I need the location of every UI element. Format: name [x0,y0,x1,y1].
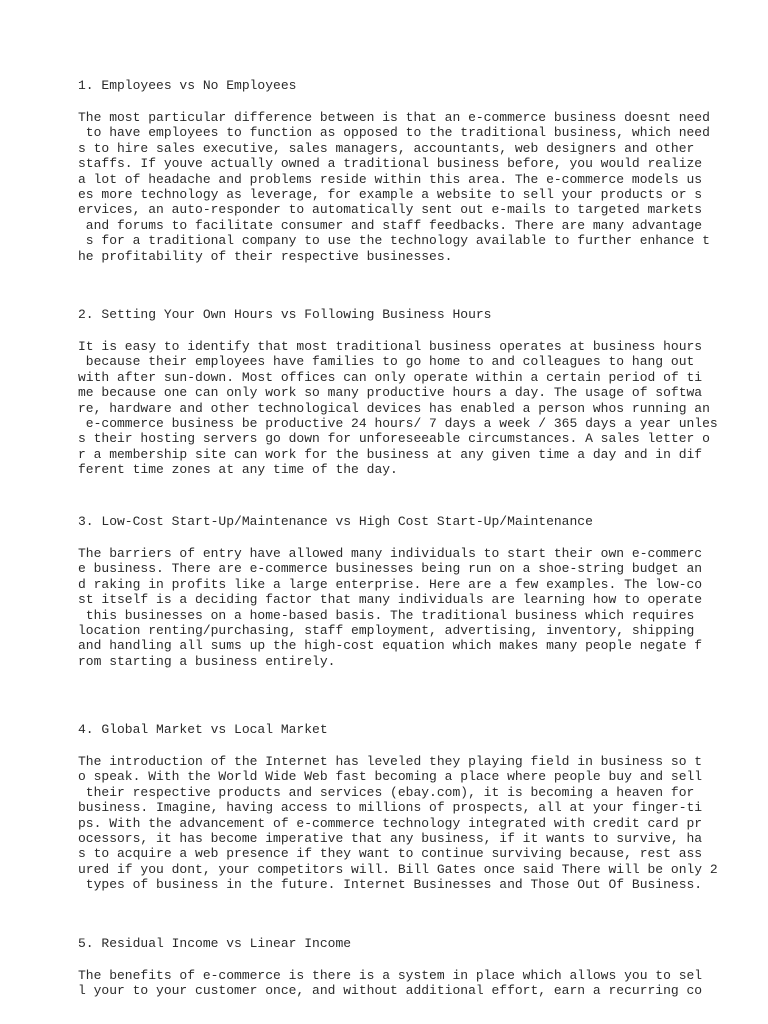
body-text-line: to have employees to function as opposed to the traditional business, which need [78,125,710,141]
body-text-line: types of business in the future. Internet Businesses and Those Out Of Business. [78,877,703,893]
section-heading: 3. Low-Cost Start-Up/Maintenance vs High Cost Start-Up/Maintenance [78,514,593,529]
body-text-line: staffs. If youve actually owned a traditional business before, you would realize [78,156,703,172]
body-text-line: business. Imagine, having access to millions of prospects, all at your finger-ti [78,800,703,816]
body-text-line: me because one can only work so many productive hours a day. The usage of softwa [78,385,703,401]
body-text-line: d raking in profits like a large enterprise. Here are a few examples. The low-co [78,576,703,592]
body-text-line: ervices, an auto-responder to automatically sent out e-mails to targeted markets [78,202,703,218]
body-text-line: l your to your customer once, and without additional effort, earn a recurring co [78,983,703,999]
body-text-line: he profitability of their respective businesses. [78,248,453,264]
body-text-line: The barriers of entry have allowed many individuals to start their own e-commerc [78,546,703,561]
body-text-line: s their hosting servers go down for unforeseeable circumstances. A sales letter o [78,431,710,447]
body-text-line: It is easy to identify that most traditional business operates at business hours [78,339,703,354]
body-text-line: because their employees have families to go home to and colleagues to hang out [78,354,695,370]
body-text-line: s to hire sales executive, sales managers, accountants, web designers and other [78,140,695,156]
body-text-line: ocessors, it has become imperative that any business, if it wants to survive, ha [78,831,703,846]
body-text-line: s to acquire a web presence if they want to continue surviving because, rest ass [78,846,703,862]
body-text-line: s for a traditional company to use the technology available to further enhance t [78,233,710,249]
body-text-line: this businesses on a home-based basis. The traditional business which requires [78,607,695,623]
section-heading: 1. Employees vs No Employees [78,78,297,93]
body-text-line: st itself is a deciding factor that many individuals are learning how to operate [78,592,703,608]
body-text-line: The introduction of the Internet has leveled they playing field in business so t [78,754,703,769]
section-heading: 2. Setting Your Own Hours vs Following Business Hours [78,307,492,322]
body-text-line: and forums to facilitate consumer and staff feedbacks. There are many advantage [78,217,703,233]
body-text-line: and handling all sums up the high-cost equation which makes many people negate f [78,638,703,654]
body-text-line: r a membership site can work for the business at any given time a day and in dif [78,446,703,462]
section-heading: 5. Residual Income vs Linear Income [78,936,352,951]
body-text-line: a lot of headache and problems reside within this area. The e-commerce models us [78,171,703,187]
body-text-line: es more technology as leverage, for example a website to sell your products or s [78,187,703,202]
body-text-line: their respective products and services (ebay.com), it is becoming a heaven for [78,784,695,800]
body-text-line: The most particular difference between is that an e-commerce business doesnt need [78,110,710,125]
body-text-line: with after sun-down. Most offices can only operate within a certain period of ti [78,369,703,385]
section-heading: 4. Global Market vs Local Market [78,722,328,737]
body-text-line: The benefits of e-commerce is there is a system in place which allows you to sel [78,968,703,983]
body-text-line: re, hardware and other technological devices has enabled a person whos running an [78,400,710,416]
body-text-line: ps. With the advancement of e-commerce technology integrated with credit card pr [78,815,703,831]
body-text-line: ured if you dont, your competitors will. Bill Gates once said There will be only 2 [78,861,718,877]
body-text-line: e-commerce business be productive 24 hours/ 7 days a week / 365 days a year unles [78,416,718,431]
body-text-line: rom starting a business entirely. [78,653,336,669]
body-text-line: location renting/purchasing, staff employment, advertising, inventory, shipping [78,623,695,638]
body-text-line: ferent time zones at any time of the day. [78,462,398,478]
body-text-line: o speak. With the World Wide Web fast becoming a place where people buy and sell [78,769,703,785]
body-text-line: e business. There are e-commerce businesses being run on a shoe-string budget an [78,561,703,577]
